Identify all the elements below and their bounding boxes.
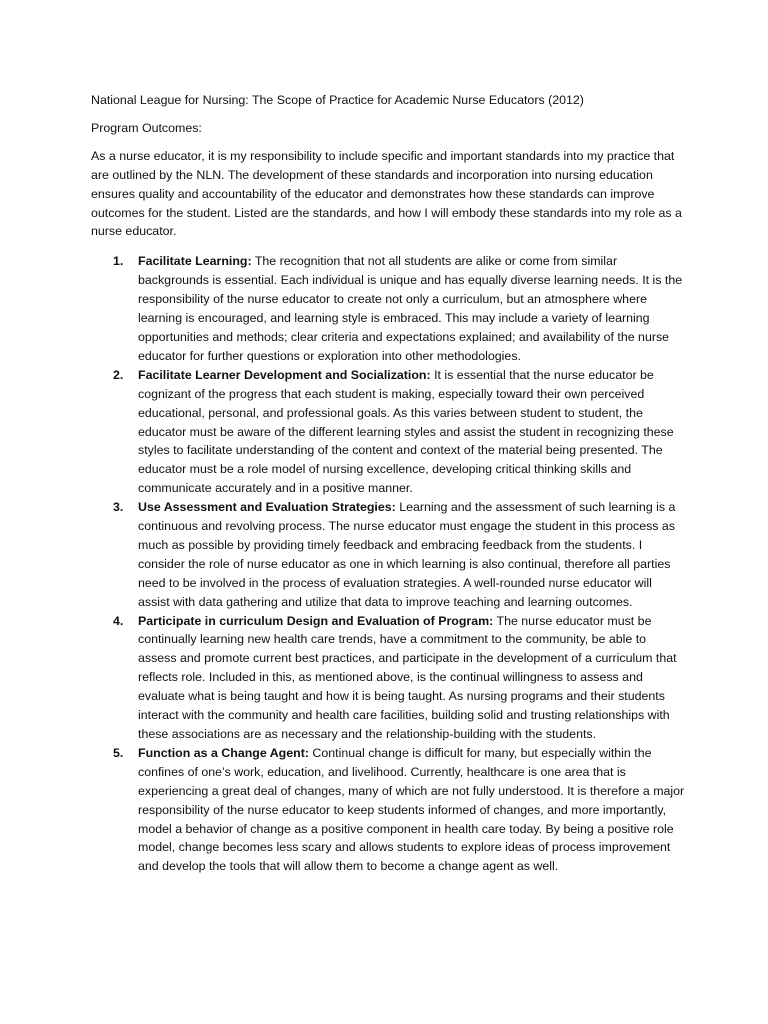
list-item-number: 5. (113, 745, 124, 760)
list-item-text: Continual change is difficult for many, but especially within the confines of one’s work, education, and livelihood. Currently, healthcare is one area that is experiencing a great deal of changes, many of which are not fully understood. It is therefore a major responsibility of the nurse educator to keep students informed of changes, and more importantly, model a behavior of change as a positive component in health care today. By being a positive role model, change becomes less scary and allows students to explore ideas of process improvement and develop the tools that will allow them to become a change agent as well. (138, 745, 685, 874)
document-title: National League for Nursing: The Scope of Practice for Academic Nurse Educators (2012) (91, 93, 584, 107)
list-item (91, 498, 686, 611)
list-item-text: The recognition that not all students are alike or come from similar backgrounds is essential. Each individual is unique and has equally diverse learning needs. It is the responsibility of the nurse educator to create not only a curriculum, but an atmosphere where learning is encouraged, and learning style is embraced. This may include a variety of learning opportunities and methods; clear criteria and expectations explained; and availability of the nurse educator for further questions or exploration into other methodologies. (138, 254, 683, 363)
list-item-text: Learning and the assessment of such learning is a continuous and revolving process. The nurse educator must engage the student in this process as much as possible by providing timely feedback and embracing feedback from the students. I consider the role of nurse educator as one in which learning is also continual, therefore all parties need to be involved in the process of evaluation strategies. A well-rounded nurse educator will assist with data gathering and utilize that data to improve teaching and learning outcomes. (138, 500, 676, 609)
intro-paragraph: As a nurse educator, it is my responsibility to include specific and important standards into my practice that are outlined by the NLN. The development of these standards and incorporation into nursing education ensures quality and accountability of the educator and demonstrates how these standards can improve outcomes for the student. Listed are the standards, and how I will embody these standards into my role as a nurse educator. (91, 148, 682, 239)
list-item-number: 3. (113, 500, 124, 515)
outcomes-list (91, 252, 686, 876)
list-item-title: Function as a Change Agent: (138, 745, 309, 760)
list-item (91, 366, 686, 498)
list-item-number: 4. (113, 613, 124, 628)
list-item-text: The nurse educator must be continually learning new health care trends, have a commitment to the community, be able to assess and promote current best practices, and participate in the development of a curriculum that reflects role. Included in this, as mentioned above, is the continual willingness to assess and evaluate what is being taught and how it is being taught. As nursing programs and their students interact with the community and health care facilities, building solid and trusting relationships with these associations are as necessary and the relationship-building with the students. (138, 613, 677, 741)
list-item-text: It is essential that the nurse educator be cognizant of the progress that each student is making, especially toward their own perceived educational, personal, and professional goals. As this varies between student to student, the educator must be aware of the different learning styles and assist the student in recognizing these styles to facilitate understanding of the content and context of the material being presented. The educator must be a role model of nursing excellence, developing critical thinking skills and communicate accurately and in a positive manner. (138, 367, 674, 496)
list-item (91, 744, 686, 876)
list-item-title: Participate in curriculum Design and Evaluation of Program: (138, 613, 494, 628)
list-item (91, 252, 686, 365)
section-heading: Program Outcomes: (91, 120, 202, 135)
list-item-title: Use Assessment and Evaluation Strategies: (138, 500, 396, 515)
list-item-number: 2. (113, 367, 124, 382)
list-item-title: Facilitate Learner Development and Socialization: (138, 367, 431, 382)
list-item-number: 1. (113, 254, 124, 269)
list-item-title: Facilitate Learning: (138, 254, 252, 269)
list-item (91, 612, 686, 744)
